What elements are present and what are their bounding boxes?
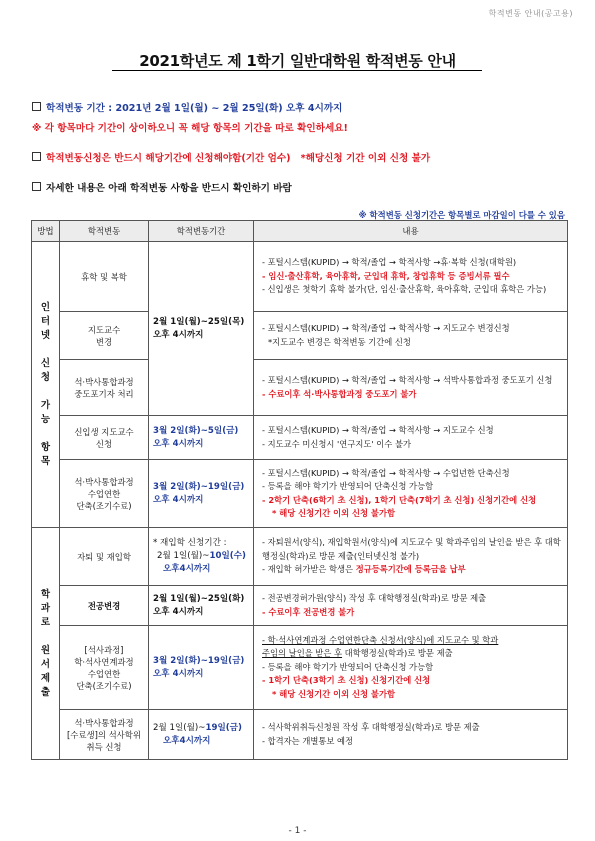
table-row: [32, 416, 568, 460]
academic-status-table: [31, 220, 568, 760]
content-leave-return: - 포털시스템(KUPID) → 학적/졸업 → 학적사항 →휴·복학 신청(대학원) - 임신·출산휴학, 육아휴학, 군입대 휴학, 창업휴학 등 증빙서류 필수 - 신입생은 첫학기 휴학 불가(단, 임신·출산휴학, 육아휴학, 군입대 휴학은 가능): [254, 242, 568, 312]
period-integrated-master-degree: 2월 1일(월)~19일(금) 오후4시까지: [149, 710, 254, 760]
table-row: [32, 528, 568, 586]
method-offline: 학 과 로 원 서 제 출: [32, 528, 60, 760]
content-major-change: - 전공변경허가원(양식) 작성 후 대학행정실(학과)로 방문 제출 - 수료이후 전공변경 불가: [254, 586, 568, 626]
table-row: [32, 586, 568, 626]
period-integrated-early: 3월 2일(화)~19일(금) 오후 4시까지: [149, 460, 254, 528]
notice-period-text: 학적변동 기간 : 2021년 2월 1일(월) ~ 2월 25일(화) 오후 4시까지: [46, 103, 343, 114]
table-header-row: [32, 221, 568, 242]
notice-apply-warning: *해당신청 기간 이외 신청 불가: [300, 153, 431, 164]
period-new-advisor: 3월 2일(화)~5일(금) 오후 4시까지: [149, 416, 254, 460]
type-integrated-master-degree: 석·박사통합과정 [수료생]의 석사학위 취득 신청: [60, 710, 149, 760]
table-row: [32, 242, 568, 312]
header-method: 방법: [32, 221, 60, 242]
content-integrated-early: - 포털시스템(KUPID) → 학적/졸업 → 학적사항 → 수업년한 단축신청 - 등록을 해야 학기가 반영되어 단축신청 가능함 - 2학기 단축(6학기 초 신청), 1학기 단축(7학기 초 신청) 신청기간에 신청 * 해당 신청기간 이외 신청 불가함: [254, 460, 568, 528]
checkbox-icon: [32, 102, 41, 111]
type-leave-return: 휴학 및 복학: [60, 242, 149, 312]
content-integrated-master-degree: - 석사학위취득신청원 작성 후 대학행정실(학과)로 방문 제출 - 합격자는 개별통보 예정: [254, 710, 568, 760]
period-bachelor-master-early: 3월 2일(화)~19일(금) 오후 4시까지: [149, 626, 254, 710]
notice-period: [32, 100, 342, 114]
header-note: 학적변동 안내(공고용): [488, 9, 573, 18]
content-new-advisor: - 포털시스템(KUPID) → 학적/졸업 → 학적사항 → 지도교수 신청 - 지도교수 미신청시 '연구지도' 이수 불가: [254, 416, 568, 460]
content-withdraw-readmit: - 자퇴원서(양식), 재입학원서(양식)에 지도교수 및 학과주임의 날인을 받은 후 대학행정실(학과)로 방문 제출(인터넷신청 불가) - 재입학 허가받은 학생은 정규등록기간에 등록금을 납부: [254, 528, 568, 586]
period-shared: 2월 1일(월)~25일(목) 오후 4시까지: [149, 242, 254, 416]
checkbox-icon: [32, 152, 41, 161]
content-integrated-withdraw: - 포털시스템(KUPID) → 학적/졸업 → 학적사항 → 석박사통합과정 중도포기 신청 - 수료이후 석·박사통합과정 중도포기 불가: [254, 360, 568, 416]
notice-details-text: 자세한 내용은 아래 학적변동 사항을 반드시 확인하기 바람: [46, 183, 292, 194]
notice-apply-main: 학적변동신청은 반드시 해당기간에 신청해야함(기간 엄수): [46, 153, 291, 164]
type-withdraw-readmit: 자퇴 및 재입학: [60, 528, 149, 586]
type-major-change: 전공변경: [60, 586, 149, 626]
table-row: [32, 710, 568, 760]
table-note: ※ 학적변동 신청기간은 항목별로 마감일이 다를 수 있음: [358, 210, 565, 220]
period-withdraw-readmit: * 재입학 신청기간 : 2월 1일(월)~10일(수) 오후4시까지: [149, 528, 254, 586]
table-row: [32, 360, 568, 416]
header-content: 내용: [254, 221, 568, 242]
notice-apply: [32, 150, 430, 164]
method-online: 인 터 넷 신 청 가 능 항 목: [32, 242, 60, 528]
header-status-change: 학적변동: [60, 221, 149, 242]
type-new-advisor: 신입생 지도교수 신청: [60, 416, 149, 460]
type-integrated-early: 석·박사통합과정 수업연한 단축(조기수료): [60, 460, 149, 528]
checkbox-icon: [32, 182, 41, 191]
content-advisor-change: - 포털시스템(KUPID) → 학적/졸업 → 학적사항 → 지도교수 변경신청 *지도교수 변경은 학적변동 기간에 신청: [254, 312, 568, 360]
type-integrated-withdraw: 석·박사통합과정 중도포기자 처리: [60, 360, 149, 416]
table-row: [32, 312, 568, 360]
table-row: [32, 460, 568, 528]
content-bachelor-master-early: - 학·석사연계과정 수업연한단축 신청서(양식)에 지도교수 및 학과 주임의 날인을 받은 후 대학행정실(학과)로 방문 제출 - 등록을 해야 학기가 반영되어 단축신청 가능함 - 1학기 단축(3학기 초 신청) 신청기간에 신청 * 해당 신청기간 이외 신청 불가함: [254, 626, 568, 710]
page-number: - 1 -: [288, 826, 307, 836]
header-period: 학적변동기간: [149, 221, 254, 242]
notice-details: [32, 180, 292, 194]
table-row: [32, 626, 568, 710]
type-advisor-change: 지도교수 변경: [60, 312, 149, 360]
page-title: 2021학년도 제 1학기 일반대학원 학적변동 안내: [139, 52, 456, 70]
title-underline: [112, 70, 482, 71]
type-bachelor-master-early: [석사과정] 학·석사연계과정 수업연한 단축(조기수료): [60, 626, 149, 710]
period-major-change: 2월 1일(월)~25일(화) 오후 4시까지: [149, 586, 254, 626]
notice-period-warning: ※ 각 항목마다 기간이 상이하오니 꼭 해당 항목의 기간을 따로 확인하세요!: [32, 123, 348, 134]
